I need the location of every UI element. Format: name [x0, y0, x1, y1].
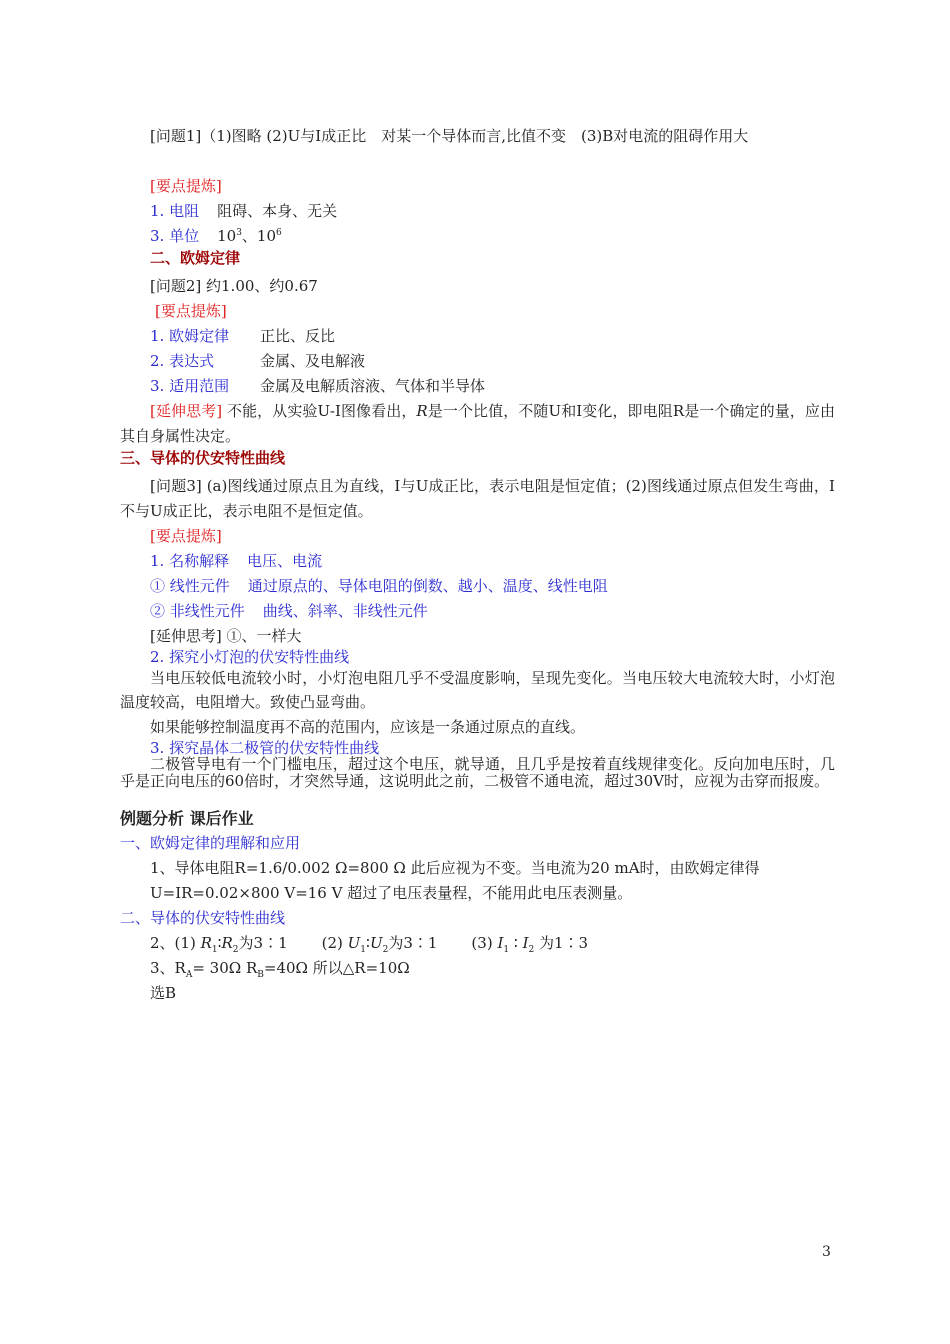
iv-item-1: 1. 名称解释 电压、电流: [150, 552, 323, 570]
example-4: 选B: [150, 984, 177, 1002]
iv-item-nonlinear: ② 非线性元件 曲线、斜率、非线性元件: [150, 602, 428, 620]
examples-title: 例题分析 课后作业: [120, 809, 254, 828]
ohm-item-1: 1. 欧姆定律 正比、反比: [150, 327, 336, 345]
key-point-unit: 3. 单位 $10^3$、$10^6$: [150, 227, 282, 245]
extended-thinking-3: [延伸思考] ①、一样大: [150, 627, 302, 645]
lamp-iv-note: 如果能够控制温度再不高的范围内，应该是一条通过原点的直线。: [150, 718, 586, 736]
key-point-resistance: 1. 电阻 阻碍、本身、无关: [150, 202, 338, 220]
key-points-heading-1: [要点提炼]: [150, 177, 222, 195]
key-points-heading-3: [要点提炼]: [150, 527, 222, 545]
example-heading-2: 二、导体的伏安特性曲线: [120, 909, 286, 927]
example-1-line-2: U=IR=0.02×800 V=16 V 超过了电压表量程，不能用此电压表测量。: [150, 884, 633, 902]
diode-iv-title: 3. 探究晶体二极管的伏安特性曲线: [150, 739, 380, 757]
iv-item-linear: ① 线性元件 通过原点的、导体电阻的倒数、越小、温度、线性电阻: [150, 577, 608, 595]
question-2: [问题2] 约1.00、约0.67: [150, 277, 318, 295]
example-3: 3、$R_A= 30\Omega$ $R_B=40\Omega$ 所以△R=10Ω: [150, 959, 410, 980]
diode-iv-paragraph: 二极管导电有一个门槛电压，超过这个电压，就导通，且几乎是按着直线规律变化。反向加电压时，几乎是正向电压的60倍时，才突然导通，这说明此之前，二极管不通电流，超过30V时，应视为击穿而报废。: [120, 755, 835, 790]
page-number: 3: [822, 1244, 831, 1260]
section-title-iv-curve: 三、导体的伏安特性曲线: [120, 449, 286, 467]
extended-thinking-2: [延伸思考] 不能，从实验U-I图像看出，R是一个比值，不随U和I变化，即电阻R是一个确定的量，应由其自身属性决定。: [120, 402, 835, 445]
section-title-ohms-law: 二、欧姆定律: [150, 249, 241, 267]
example-heading-1: 一、欧姆定律的理解和应用: [120, 834, 301, 852]
example-2: 2、(1) $R_1∶R_2$为3∶1 (2) $U_1∶U_2$为3∶1 (3) $I_1$ ∶ $I_2$ 为1∶3: [150, 934, 589, 955]
ohm-item-2: 2. 表达式 金属、及电解液: [150, 352, 366, 370]
key-points-heading-2: [要点提炼]: [155, 302, 227, 320]
question-1: [问题1]（1)图略 (2)U与I成正比 对某一个导体而言,比值不变 (3)B对电流的阻碍作用大: [150, 127, 749, 145]
lamp-iv-title: 2. 探究小灯泡的伏安特性曲线: [150, 648, 350, 666]
ohm-item-3: 3. 适用范围 金属及电解质溶液、气体和半导体: [150, 377, 486, 395]
example-1-line-1: 1、导体电阻R=1.6/0.002 Ω=800 Ω 此后应视为不变。当电流为20 mA时，由欧姆定律得: [150, 859, 760, 877]
question-3: [问题3] (a)图线通过原点且为直线，I与U成正比，表示电阻是恒定值；(2)图线通过原点但发生弯曲，I不与U成正比，表示电阻不是恒定值。: [120, 477, 835, 520]
lamp-iv-paragraph: 当电压较低电流较小时，小灯泡电阻几乎不受温度影响，呈现先变化。当电压较大电流较大时，小灯泡温度较高，电阻增大。致使凸显弯曲。: [120, 669, 835, 711]
